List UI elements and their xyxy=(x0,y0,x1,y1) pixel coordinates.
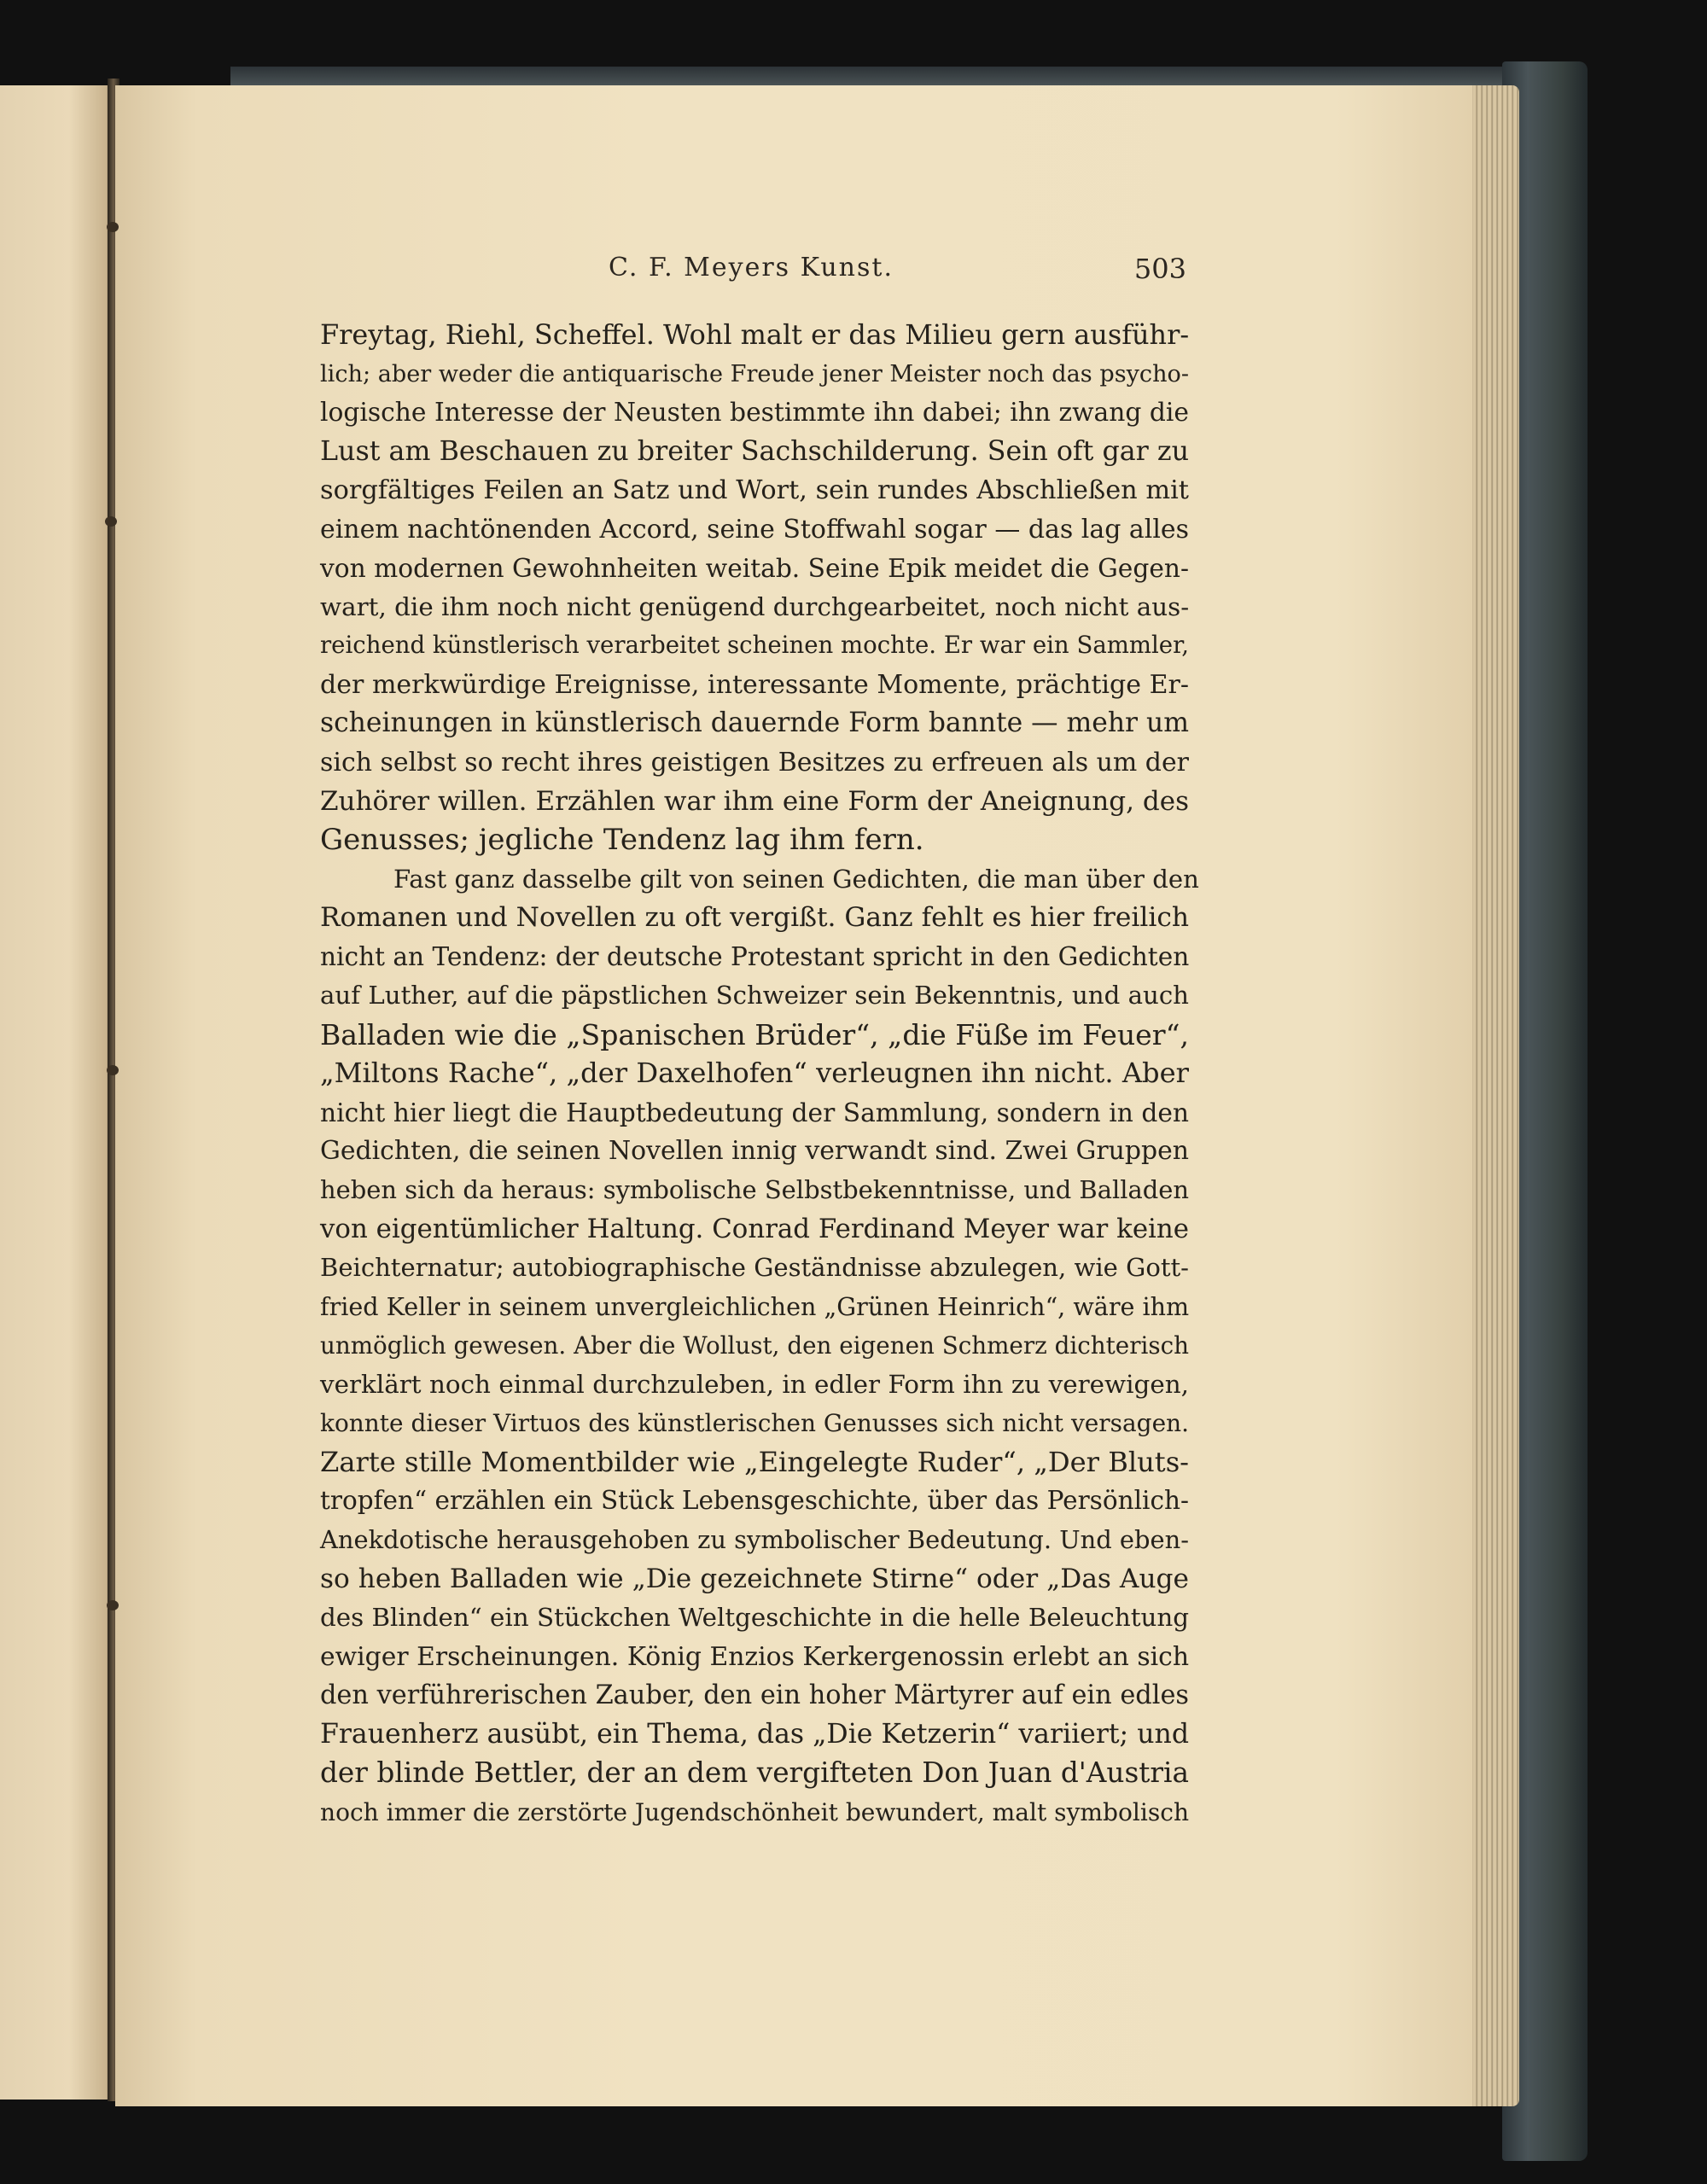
text-line: Balladen wie die „Spanischen Brüder“, „die Füße im Feuer“, xyxy=(320,1017,1189,1051)
text-line: einem nachtönenden Accord, seine Stoffwahl sogar — das lag alles xyxy=(320,514,1189,545)
text-line: Frauenherz ausübt, ein Thema, das „Die Ketzerin“ variiert; und xyxy=(320,1718,1189,1750)
binding-hole-mark xyxy=(105,516,117,527)
text-line: fried Keller in seinem unvergleichlichen „Grünen Heinrich“, wäre ihm xyxy=(320,1291,1190,1321)
text-line: nicht hier liegt die Hauptbedeutung der Sammlung, sondern in den xyxy=(320,1097,1189,1127)
text-line: tropfen“ erzählen ein Stück Lebensgeschichte, über das Persönlich- xyxy=(320,1486,1189,1516)
text-line: den verführerischen Zauber, den ein hoher Märtyrer auf ein edles xyxy=(320,1680,1189,1711)
text-line: Gedichten, die seinen Novellen innig verwandt sind. Zwei Gruppen xyxy=(320,1136,1190,1167)
text-line: konnte dieser Virtuos des künstlerischen Genusses sich nicht versagen. xyxy=(320,1409,1189,1438)
binding-hole-mark xyxy=(107,1600,119,1610)
text-line: noch immer die zerstörte Jugendschönheit bewundert, malt symbolisch xyxy=(320,1797,1190,1826)
page-edges xyxy=(1468,85,1519,2106)
text-line: Beichternatur; autobiographische Geständnisse abzulegen, wie Gott- xyxy=(320,1253,1189,1283)
text-line: „Miltons Rache“, „der Daxelhofen“ verleugnen ihn nicht. Aber xyxy=(320,1057,1189,1090)
text-line: sich selbst so recht ihres geistigen Besitzes zu erfreuen als um der xyxy=(320,748,1189,778)
running-head: C. F. Meyers Kunst. xyxy=(608,253,894,282)
text-line: verklärt noch einmal durchzuleben, in edler Form ihn zu verewigen, xyxy=(320,1369,1189,1399)
text-line: des Blinden“ ein Stückchen Weltgeschichte in die helle Beleuchtung xyxy=(320,1603,1190,1633)
text-line: von modernen Gewohnheiten weitab. Seine Epik meidet die Gegen- xyxy=(320,553,1189,584)
page-header xyxy=(316,253,1186,295)
text-line: Zarte stille Momentbilder wie „Eingelegte Ruder“, „Der Bluts- xyxy=(320,1445,1190,1478)
text-line: wart, die ihm noch nicht genügend durchgearbeitet, noch nicht aus- xyxy=(320,591,1190,621)
text-line: ewiger Erscheinungen. König Enzios Kerkergenossin erlebt an sich xyxy=(320,1641,1189,1672)
text-line: sorgfältiges Feilen an Satz und Wort, sein rundes Abschließen mit xyxy=(320,475,1189,506)
text-line: Zuhörer willen. Erzählen war ihm eine Form der Aneignung, des xyxy=(320,785,1189,817)
text-line: logische Interesse der Neusten bestimmte ihn dabei; ihn zwang die xyxy=(320,398,1189,428)
body-text xyxy=(320,316,1199,1832)
text-line: Lust am Beschauen zu breiter Sachschilderung. Sein oft gar zu xyxy=(320,435,1189,467)
text-line: Genusses; jegliche Tendenz lag ihm fern. xyxy=(320,823,924,858)
text-line: reichend künstlerisch verarbeitet scheinen mochte. Er war ein Sammler, xyxy=(320,632,1189,660)
text-line: Romanen und Novellen zu oft vergißt. Ganz fehlt es hier freilich xyxy=(320,902,1189,934)
text-line: lich; aber weder die antiquarische Freude jener Meister noch das psycho- xyxy=(320,360,1189,387)
text-line: von eigentümlicher Haltung. Conrad Ferdinand Meyer war keine xyxy=(320,1213,1189,1244)
text-line: scheinungen in künstlerisch dauernde Form bannte — mehr um xyxy=(320,708,1189,739)
left-page xyxy=(0,85,115,2100)
page-number: 503 xyxy=(1133,253,1186,285)
binding-hole-mark xyxy=(107,1065,119,1075)
text-line: heben sich da heraus: symbolische Selbstbekenntnisse, und Balladen xyxy=(320,1175,1189,1205)
text-line: auf Luther, auf die päpstlichen Schweizer sein Bekenntnis, und auch xyxy=(320,981,1189,1010)
text-line: Freytag, Riehl, Scheffel. Wohl malt er das Milieu gern ausführ- xyxy=(320,318,1190,351)
text-line: der blinde Bettler, der an dem vergifteten Don Juan d'Austria xyxy=(320,1756,1189,1790)
paragraph-start-line: Fast ganz dasselbe gilt von seinen Gedichten, die man über den xyxy=(393,864,1199,894)
text-line: nicht an Tendenz: der deutsche Protestant spricht in den Gedichten xyxy=(320,941,1190,971)
text-line: Anekdotische herausgehoben zu symbolischer Bedeutung. Und eben- xyxy=(320,1524,1189,1554)
binding-hole-mark xyxy=(107,222,119,232)
text-line: unmöglich gewesen. Aber die Wollust, den eigenen Schmerz dichterisch xyxy=(320,1331,1189,1360)
text-line: der merkwürdige Ereignisse, interessante Momente, prächtige Er- xyxy=(320,669,1189,700)
text-line: so heben Balladen wie „Die gezeichnete Stirne“ oder „Das Auge xyxy=(320,1563,1189,1594)
